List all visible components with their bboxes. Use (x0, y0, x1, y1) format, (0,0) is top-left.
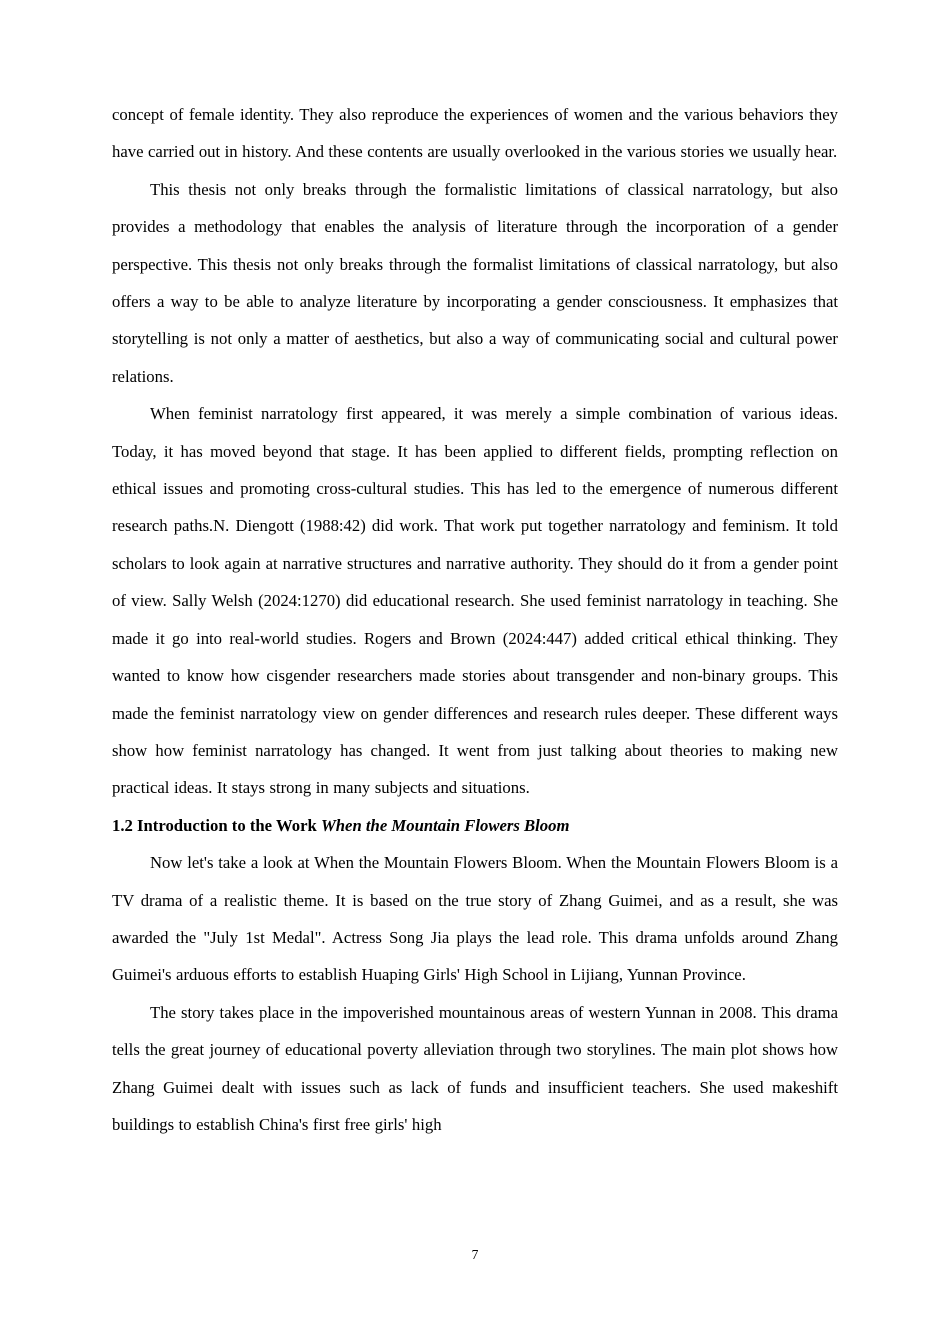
section-heading-1-2 (112, 807, 838, 844)
paragraph-story-setting: The story takes place in the impoverished mountainous areas of western Yunnan in 2008. This drama tells the great journey of educational poverty alleviation through two storylines. The main plot shows how Zhang Guimei dealt with issues such as lack of funds and insufficient teachers. She used makeshift buildings to establish China's first free girls' high (112, 1002, 838, 1134)
paragraph-feminist-narratology-history: When feminist narratology first appeared, it was merely a simple combination of various ideas. Today, it has moved beyond that stage. It has been applied to different fields, prompting reflection on ethical issues and promoting cross-cultural studies. This has led to the emergence of numerous different research paths.N. Diengott (1988:42) did work. That work put together narratology and feminism. It told scholars to look again at narrative structures and narrative authority. They should do it from a gender point of view. Sally Welsh (2024:1270) did educational research. She used feminist narratology in teaching. She made it go into real-world studies. Rogers and Brown (2024:447) added critical ethical thinking. They wanted to know how cisgender researchers made stories about transgender and non-binary groups. This made the feminist narratology view on gender differences and research rules deeper. These different ways show how feminist narratology has changed. It went from just talking about theories to making new practical ideas. It stays strong in many subjects and situations. (112, 404, 838, 798)
page-number: 7 (471, 1247, 479, 1262)
section-heading-work-title: When the Mountain Flowers Bloom (320, 815, 570, 835)
page-body (112, 96, 838, 1143)
paragraph-continuation: concept of female identity. They also reproduce the experiences of women and the various behaviors they have carried out in history. And these contents are usually overlooked in the various stories we usually hear. (112, 105, 838, 162)
paragraph-work-introduction: Now let's take a look at When the Mountain Flowers Bloom. When the Mountain Flowers Bloom is a TV drama of a realistic theme. It is based on the true story of Zhang Guimei, and as a result, she was awarded the "July 1st Medal". Actress Song Jia plays the lead role. This drama unfolds around Zhang Guimei's arduous efforts to establish Huaping Girls' High School in Lijiang, Yunnan Province. (112, 853, 838, 985)
section-heading-label: 1.2 Introduction to the Work (112, 815, 321, 835)
paragraph-thesis-contribution: This thesis not only breaks through the formalistic limitations of classical narratology, but also provides a methodology that enables the analysis of literature through the incorporation of a gender perspective. This thesis not only breaks through the formalist limitations of classical narratology, but also offers a way to be able to analyze literature by incorporating a gender consciousness. It emphasizes that storytelling is not only a matter of aesthetics, but also a way of communicating social and cultural power relations. (112, 179, 838, 386)
